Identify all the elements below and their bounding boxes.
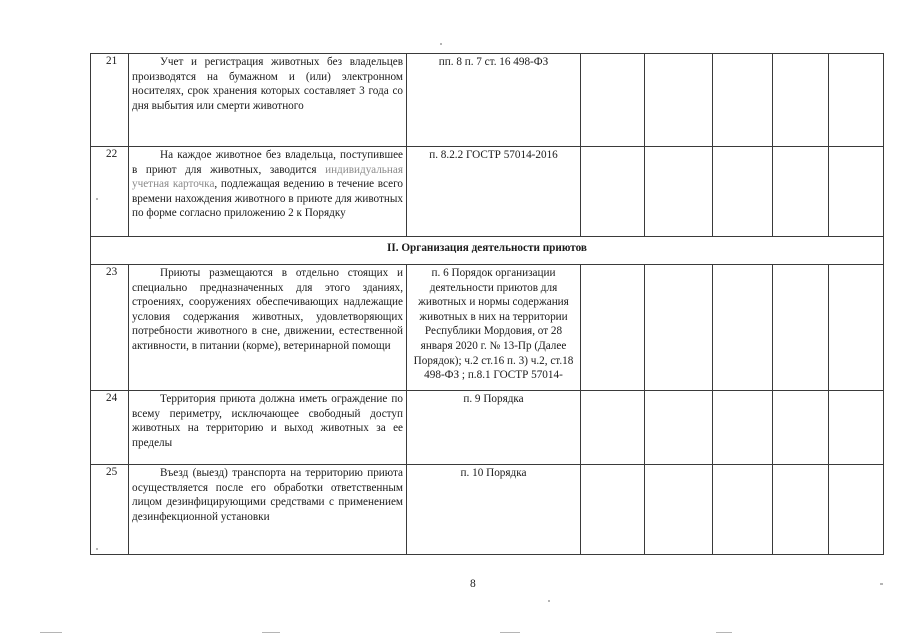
- source-text: п. 9 Порядка: [463, 393, 524, 405]
- requirement-cell: [129, 147, 407, 237]
- row-number: 21: [91, 54, 129, 147]
- scan-speck: [716, 632, 732, 633]
- scan-speck: [40, 632, 62, 633]
- empty-cell: [713, 54, 773, 147]
- row-number: 24: [91, 391, 129, 465]
- empty-cell: [773, 265, 829, 391]
- requirement-text: Учет и регистрация животных без владельцев производятся на бумажном и (или) электронном носителях, срок хранения которых составляет 3 года со дня выбытия или смерти животного: [132, 56, 403, 112]
- empty-cell: [581, 391, 645, 465]
- requirement-text-part: На каждое животное без владельца, поступившее в приют для животных, заводится: [132, 149, 403, 176]
- requirement-text: Приюты размещаются в отдельно стоящих и специально предназначенных для этого зданиях, строениях, сооружениях обеспечивающих надлежащие условия содержания животных, удовлетворяющих потребности животного в сне, движении, естественной активности, в питании (корме), ветеринарной помощи: [132, 267, 403, 352]
- source-cell: [407, 465, 581, 555]
- empty-cell: [645, 391, 713, 465]
- empty-cell: [713, 465, 773, 555]
- section-row: [91, 237, 884, 265]
- scan-speck: [96, 548, 98, 550]
- empty-cell: [645, 147, 713, 237]
- scan-speck: [548, 600, 550, 602]
- requirement-cell: [129, 465, 407, 555]
- source-cell: [407, 391, 581, 465]
- source-text: пп. 8 п. 7 ст. 16 498-ФЗ: [438, 56, 549, 68]
- table-row: [91, 265, 884, 391]
- empty-cell: [829, 54, 884, 147]
- requirement-cell: [129, 54, 407, 147]
- requirement-cell: [129, 391, 407, 465]
- empty-cell: [829, 147, 884, 237]
- empty-cell: [581, 147, 645, 237]
- empty-cell: [829, 391, 884, 465]
- table-row: [91, 391, 884, 465]
- source-text: п. 10 Порядка: [460, 467, 527, 479]
- table-row: [91, 54, 884, 147]
- requirement-text-part: , подлежащая ведению в течение всего времени нахождения животного в приюте для животных по форме согласно приложению 2 к Порядку: [132, 178, 403, 220]
- requirement-text: [132, 148, 403, 221]
- source-text: п. 8.2.2 ГОСТР 57014-2016: [429, 149, 558, 161]
- empty-cell: [645, 265, 713, 391]
- empty-cell: [645, 465, 713, 555]
- empty-cell: [773, 54, 829, 147]
- empty-cell: [829, 465, 884, 555]
- empty-cell: [713, 391, 773, 465]
- section-title: II. Организация деятельности приютов: [91, 237, 884, 265]
- empty-cell: [773, 391, 829, 465]
- empty-cell: [713, 147, 773, 237]
- source-cell: [407, 147, 581, 237]
- table-row: [91, 147, 884, 237]
- scan-speck: [880, 583, 883, 585]
- row-number: 25: [91, 465, 129, 555]
- source-cell: [407, 54, 581, 147]
- requirement-text: Въезд (выезд) транспорта на территорию приюта осуществляется после его обработки ответственным лицом дезинфицирующими средствами с применением дезинфекционной установки: [132, 467, 403, 523]
- scan-speck: [96, 198, 98, 200]
- source-cell: [407, 265, 581, 391]
- table-row: [91, 465, 884, 555]
- source-text: п. 6 Порядок организации деятельности приютов для животных и нормы содержания животных в них на территории Республики Мордовия, от 28 января 2020 г. № 13-Пр (Далее Порядок); ч.2 ст.16 п. 3) ч.2, ст.18 498-ФЗ ; п.8.1 ГОСТР 57014-: [413, 267, 574, 382]
- scan-speck: [500, 632, 520, 633]
- row-number: 23: [91, 265, 129, 391]
- empty-cell: [713, 265, 773, 391]
- row-number: 22: [91, 147, 129, 237]
- requirement-text: Территория приюта должна иметь ограждение по всему периметру, исключающее свободный доступ животных на территорию и выход животных за ее пределы: [132, 393, 403, 449]
- page-number: 8: [470, 578, 476, 590]
- requirement-cell: [129, 265, 407, 391]
- empty-cell: [581, 54, 645, 147]
- scan-speck: [262, 632, 280, 633]
- scan-speck: [440, 43, 442, 45]
- empty-cell: [829, 265, 884, 391]
- requirement-text-faint: индивидуальная учетная карточка: [132, 163, 403, 191]
- requirements-table: [90, 53, 884, 555]
- empty-cell: [645, 54, 713, 147]
- empty-cell: [773, 465, 829, 555]
- empty-cell: [581, 465, 645, 555]
- empty-cell: [773, 147, 829, 237]
- empty-cell: [581, 265, 645, 391]
